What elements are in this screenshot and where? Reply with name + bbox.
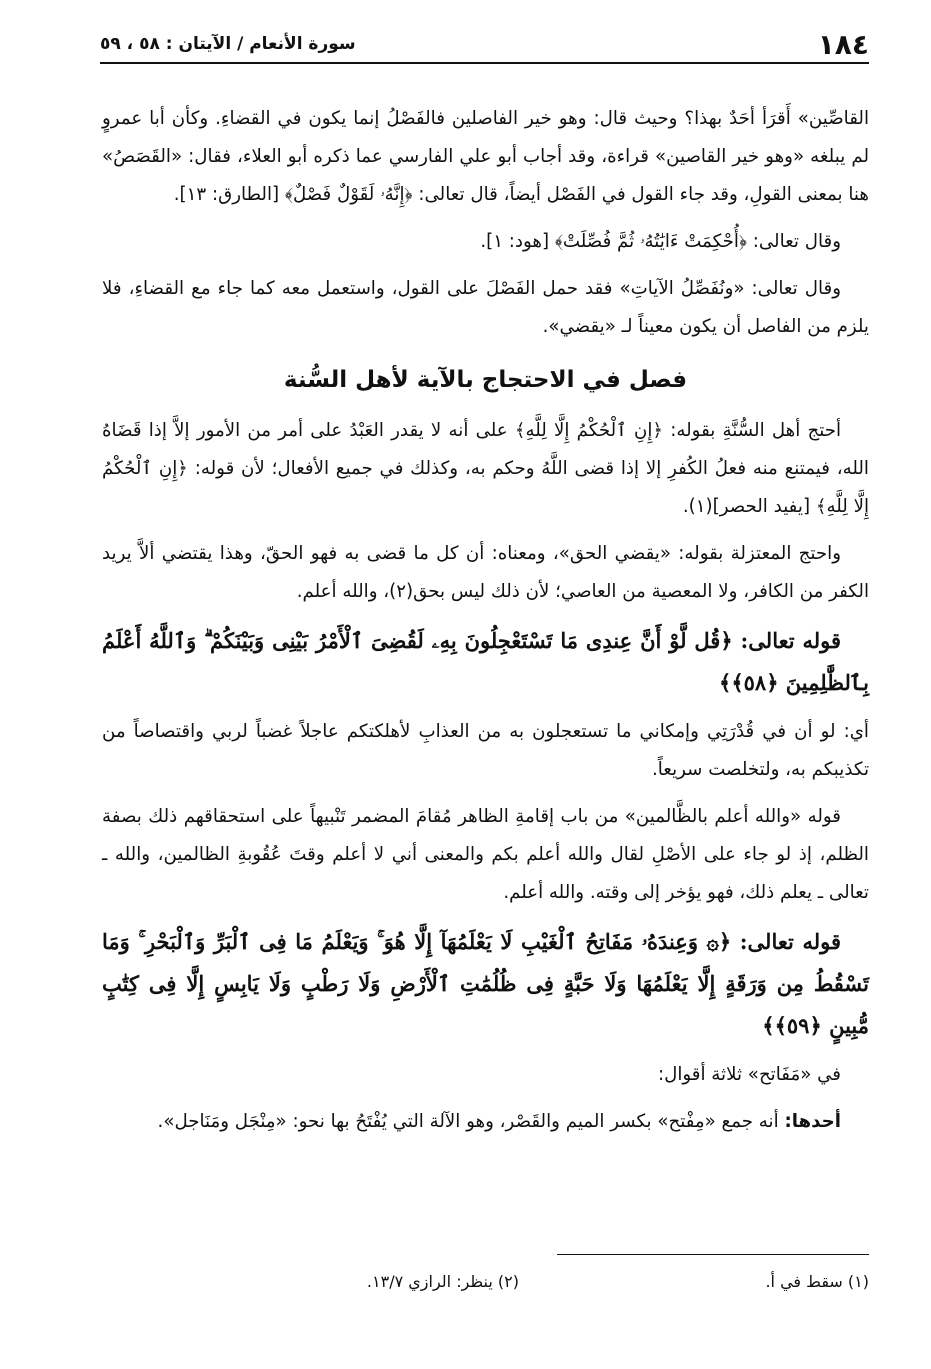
footnote-2: (٢) ينظر: الرازي ١٣/٧. <box>366 1272 519 1291</box>
footnote-rule <box>557 1254 869 1255</box>
paragraph-9-lead: أحدها: <box>784 1111 841 1132</box>
page-header <box>100 28 869 62</box>
section-heading: فصل في الاحتجاج بالآية لأهل السُّنة <box>283 367 688 393</box>
verse-59: قوله تعالى: ﴿۞ وَعِندَهُۥ مَفَاتِحُ ٱلْغَيْبِ لَا يَعْلَمُهَآ إِلَّا هُوَ ۚ وَيَعْلَمُ مَا فِى ٱلْبَرِّ وَٱلْبَحْرِ ۚ وَمَا تَسْقُطُ مِن وَرَقَةٍ إِلَّا يَعْلَمُهَا وَلَا حَبَّةٍ فِى ظُلُمَٰتِ ٱلْأَرْضِ وَلَا رَطْبٍ وَلَا يَابِسٍ إِلَّا فِى كِتَٰبٍ مُّبِينٍ ﴿٥٩﴾﴾ <box>102 929 869 1038</box>
paragraph-8: في «مَفَاتح» ثلاثة أقوال: <box>657 1064 841 1085</box>
page-number: ١٨٤ <box>817 28 869 61</box>
footnotes <box>102 1272 869 1298</box>
paragraph-4: أحتج أهل السُّنَّةِ بقوله: ﴿إِنِ ٱلْحُكْمُ إِلَّا لِلَّهِ﴾ على أنه لا يقدر العَبْدُ على أمر من الأمور إلاَّ إذا قَضَاهُ الله، فيمتنع منه فعلُ الكُفرِ إلا إذا قضى اللَّهُ وحكم به، وكذلك في جميع الأفعال؛ لأن قوله: ﴿إِنِ ٱلْحُكْمُ إِلَّا لِلَّهِ﴾ [يفيد الحصر](١). <box>102 420 869 517</box>
paragraph-3: وقال تعالى: «ونُفَصِّلُ الآياتِ» فقد حمل الفَصْلَ على القول، واستعمل معه كما جاء مع القضاءِ، فلا يلزم من الفاصل أن يكون معيناً لـ «يقضي». <box>102 278 869 337</box>
paragraph-9-text: أنه جمع «مِفْتح» بكسر الميم والقَصْر، وهو الآلة التي يُفْتَحُ بها نحو: «مِنْجَل ومَنَاجل». <box>157 1111 779 1132</box>
paragraph-9 <box>102 1103 869 1141</box>
paragraph-2: وقال تعالى: ﴿أُحْكِمَتْ ءَايَٰتُهُۥ ثُمَّ فُصِّلَتْ﴾ [هود: ١]. <box>480 231 841 252</box>
paragraph-1: القاصِّين» أَقرَأ أحَدٌ بهذا؟ وحيث قال: وهو خير الفاصلين فالفَصْلُ إنما يكون في القضاءِ. وكأن أبا عمروٍ لم يبلغه «وهو خير القاصين» قراءة، وقد أجاب أبو علي الفارسي عما ذكره أبو العلاء، فقال: «القَصَصُ» هنا بمعنى القولِ، وقد جاء القول في الفَصْل أيضاً، قال تعالى: ﴿إِنَّهُۥ لَقَوْلٌ فَصْلٌ﴾ [الطارق: ١٣]. <box>102 108 869 205</box>
verse-58: قوله تعالى: ﴿قُل لَّوْ أَنَّ عِندِى مَا تَسْتَعْجِلُونَ بِهِۦ لَقُضِىَ ٱلْأَمْرُ بَيْنِى وَبَيْنَكُمْ ۗ وَٱللَّهُ أَعْلَمُ بِٱلظَّٰلِمِينَ ﴿٥٨﴾﴾ <box>102 628 869 695</box>
paragraph-6: أي: لو أن في قُدْرَتِي وإمكاني ما تستعجلون به من العذابِ لأهلكتكم عاجلاً غضباً لربي واقتصاصاً من تكذيبكم به، ولتخلصت سريعاً. <box>102 721 869 780</box>
header-rule <box>100 62 869 64</box>
body-text <box>102 100 869 1141</box>
footnote-1: (١) سقط في أ. <box>765 1272 869 1291</box>
paragraph-5: واحتج المعتزلة بقوله: «يقضي الحق»، ومعناه: أن كل ما قضى به فهو الحقّ، وهذا يقتضي ألاَّ يريد الكفر من الكافر، ولا المعصية من العاصي؛ لأن ذلك ليس بحق(٢)، والله أعلم. <box>102 543 869 602</box>
paragraph-7: قوله «والله أعلم بالظَّالمين» من باب إقامةِ الظاهر مُقامَ المضمر تَنْبيهاً على استحقاقهم ذلك بصفة الظلم، إذ لو جاء على الأصْلِ لقال والله أعلم بكم والمعنى أني لا أعلم وقتَ عُقُوبةِ الظالمين، والله ـ تعالى ـ يعلم ذلك، فهو يؤخر إلى وقته. والله أعلم. <box>102 806 869 903</box>
running-title: سورة الأنعام / الآيتان : ٥٨ ، ٥٩ <box>100 34 356 54</box>
